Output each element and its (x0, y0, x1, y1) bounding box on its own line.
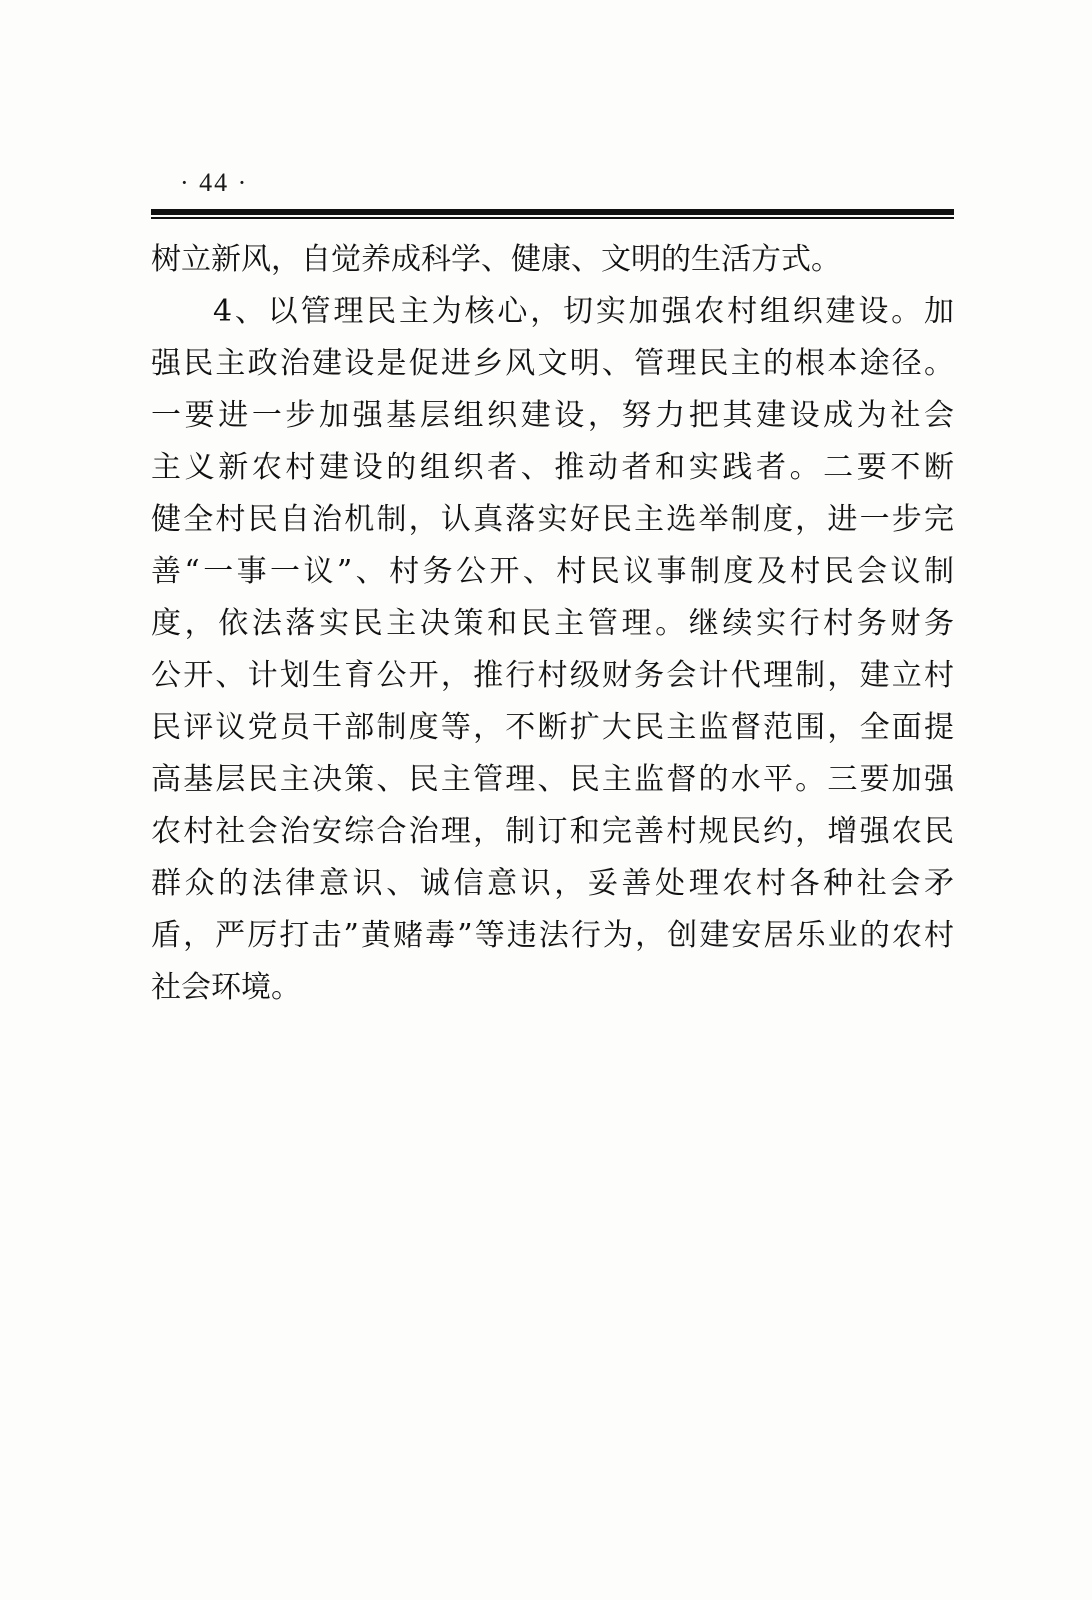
text-line: 盾，严厉打击”黄赌毒”等违法行为，创建安居乐业的农村 (151, 918, 954, 953)
text-line: 一要进一步加强基层组织建设，努力把其建设成为社会 (151, 398, 954, 433)
text-line: 健全村民自治机制，认真落实好民主选举制度，进一步完 (151, 502, 954, 537)
text-line: 农村社会治安综合治理，制订和完善村规民约，增强农民 (151, 814, 954, 849)
text-line: 主义新农村建设的组织者、推动者和实践者。二要不断 (151, 450, 954, 485)
header-rule-thin (151, 217, 954, 219)
text-line: 民评议党员干部制度等，不断扩大民主监督范围，全面提 (151, 710, 954, 745)
text-line: 强民主政治建设是促进乡风文明、管理民主的根本途径。 (151, 346, 954, 381)
text-line: 树立新风，自觉养成科学、健康、文明的生活方式。 (151, 242, 841, 277)
text-line: 高基层民主决策、民主管理、民主监督的水平。三要加强 (151, 762, 954, 797)
header-rule-thick (151, 209, 954, 215)
body-text (151, 234, 954, 1014)
text-line: 群众的法律意识、诚信意识，妥善处理农村各种社会矛 (151, 866, 954, 901)
page-number: · 44 · (180, 168, 249, 197)
text-line: 社会环境。 (151, 970, 301, 1005)
text-line: 4、以管理民主为核心，切实加强农村组织建设。加 (213, 294, 954, 329)
text-line: 善“一事一议”、村务公开、村民议事制度及村民会议制 (151, 554, 954, 589)
text-line: 公开、计划生育公开，推行村级财务会计代理制，建立村 (151, 658, 954, 693)
text-line: 度，依法落实民主决策和民主管理。继续实行村务财务 (151, 606, 954, 641)
